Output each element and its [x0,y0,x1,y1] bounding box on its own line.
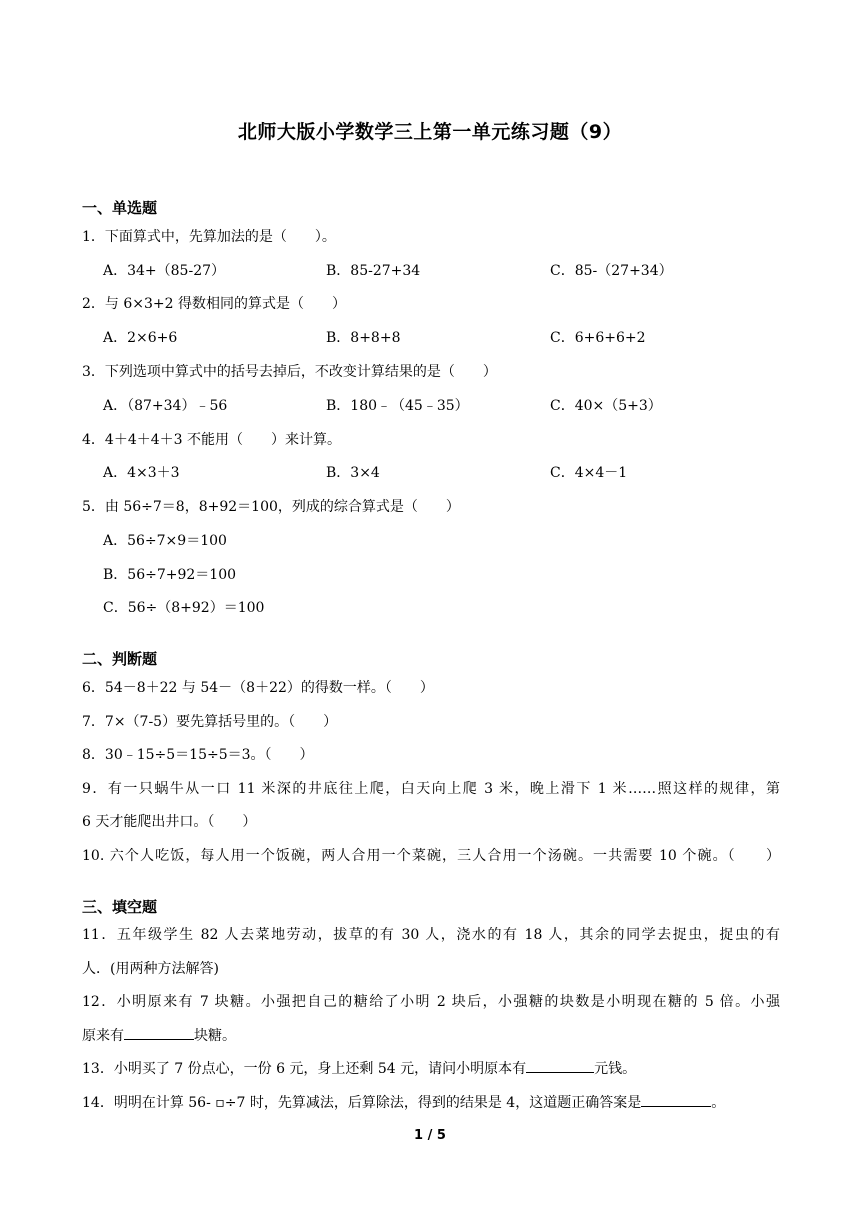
q5-option-c: C．56÷（8+92）＝100 [103,600,265,616]
question-7: 7．7×（7-5）要先算括号里的。（ ） [82,714,338,730]
answer-blank[interactable] [526,1058,594,1073]
question-13 [82,1058,636,1078]
question-4: 4．4＋4＋4＋3 不能用（ ）来计算。 [82,432,341,448]
q1-option-c: C．85-（27+34） [550,263,673,279]
q3-option-b: B．180﹣（45﹣35） [326,398,469,414]
question-12-line-2 [82,1025,236,1045]
question-8: 8．30﹣15÷5＝15÷5＝3。（ ） [82,747,314,763]
q2-option-a: A．2×6+6 [103,330,178,346]
answer-blank[interactable] [124,1025,194,1040]
q1-option-b: B．85-27+34 [326,263,421,279]
question-6: 6．54－8＋22 与 54－（8＋22）的得数一样。（ ） [82,680,434,696]
section-heading-fill-blank: 三、填空题 [82,898,158,916]
question-14-text-after-blank: 。 [711,1095,726,1111]
question-9-line-2: 6 天才能爬出井口。（ ） [82,814,257,830]
question-3: 3．下列选项中算式中的括号去掉后，不改变计算结果的是（ ） [82,364,497,380]
question-11-line-1: 11．五年级学生 82 人去菜地劳动，拔草的有 30 人，浇水的有 18 人，其余的同学去捉虫，捉虫的有 [82,927,780,943]
q5-option-a: A．56÷7×9＝100 [103,533,227,549]
q3-option-a: A．（87+34）﹣56 [103,398,228,414]
q4-option-a: A．4×3＋3 [103,465,180,481]
question-12-line-1: 12．小明原来有 7 块糖。小强把自己的糖给了小明 2 块后，小强糖的块数是小明现在糖的 5 倍。小强 [82,994,780,1010]
section-heading-true-false: 二、判断题 [82,650,158,668]
question-13-text-before-blank: 13．小明买了 7 份点心，一份 6 元，身上还剩 54 元，请问小明原本有 [82,1061,527,1077]
q1-option-a: A．34+（85-27） [103,263,226,279]
question-13-text-after-blank: 元钱。 [594,1061,637,1077]
question-2: 2．与 6×3+2 得数相同的算式是（ ） [82,296,346,312]
section-heading-single-choice: 一、单选题 [82,199,158,217]
question-1: 1．下面算式中，先算加法的是（ ）。 [82,229,336,245]
q2-option-c: C．6+6+6+2 [550,330,646,346]
q4-option-b: B．3×4 [326,465,380,481]
q2-option-b: B．8+8+8 [326,330,401,346]
q4-option-c: C．4×4－1 [550,465,628,481]
q5-option-b: B．56÷7+92＝100 [103,567,237,583]
question-14-text-before-blank: 14．明明在计算 56- ▫÷7 时，先算减法，后算除法，得到的结果是 4，这道题正确答案是 [82,1095,642,1111]
question-10: 10. 六个人吃饭，每人用一个饭碗，两人合用一个菜碗，三人合用一个汤碗。一共需要 10 个碗。（ ） [82,848,780,864]
question-11-line-2: 人．(用两种方法解答) [82,961,219,977]
question-12-text-after-blank: 块糖。 [194,1028,236,1044]
page-title: 北师大版小学数学三上第一单元练习题（9） [237,121,623,143]
page-number: 1 / 5 [414,1128,446,1143]
q3-option-c: C．40×（5+3） [550,398,662,414]
question-9-line-1: 9．有一只蜗牛从一口 11 米深的井底往上爬，白天向上爬 3 米，晚上滑下 1 米……照这样的规律，第 [82,781,780,797]
answer-blank[interactable] [641,1092,711,1107]
question-12-text-before-blank: 原来有 [82,1028,124,1044]
question-5: 5．由 56÷7＝8，8+92＝100，列成的综合算式是（ ） [82,499,460,515]
question-14 [82,1092,725,1112]
